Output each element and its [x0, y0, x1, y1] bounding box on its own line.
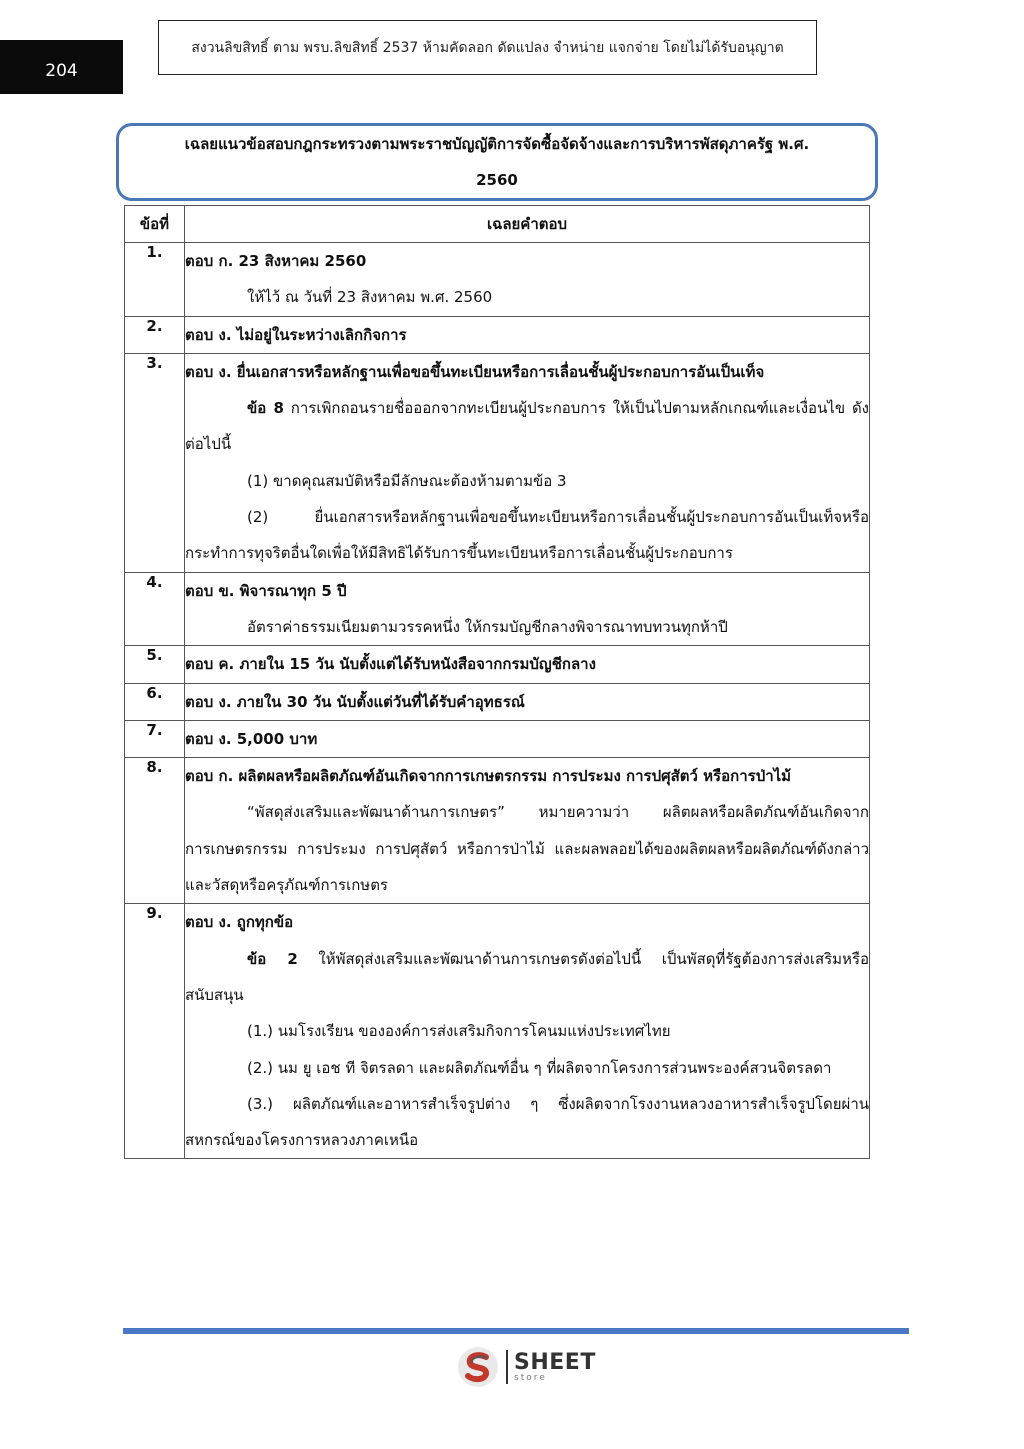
- answer-choice: ตอบ ง. ภายใน 30 วัน นับตั้งแต่วันที่ได้รับคำอุทธรณ์: [185, 692, 525, 711]
- logo-subtext: store: [514, 1372, 547, 1383]
- table-row: [125, 758, 870, 904]
- logo-text: SHEET: [514, 1349, 596, 1375]
- clause-text: การเพิกถอนรายชื่อออกจากทะเบียนผู้ประกอบการ ให้เป็นไปตามหลักเกณฑ์และเงื่อนไข ดังต่อไปนี้: [185, 399, 870, 454]
- row-answer: [185, 683, 870, 720]
- explanation-line: ให้ไว้ ณ วันที่ 23 สิงหาคม พ.ศ. 2560: [247, 288, 493, 307]
- row-answer: [185, 646, 870, 683]
- row-number: 4.: [125, 572, 185, 646]
- answer-choice: ตอบ ค. ภายใน 15 วัน นับตั้งแต่ได้รับหนังสือจากกรมบัญชีกลาง: [185, 655, 596, 674]
- table-row: [125, 243, 870, 317]
- explanation-line: (2.) นม ยู เอช ที จิตรลดา และผลิตภัณฑ์อื่น ๆ ที่ผลิตจากโครงการส่วนพระองค์สวนจิตรลดา: [247, 1058, 832, 1077]
- row-number: 1.: [125, 243, 185, 317]
- logo-separator: [506, 1350, 508, 1384]
- table-row: [125, 316, 870, 353]
- answer-choice: ตอบ ง. ถูกทุกข้อ: [185, 913, 294, 932]
- explanation-line: (2) ยื่นเอกสารหรือหลักฐานเพื่อขอขึ้นทะเบียนหรือการเลื่อนชั้นผู้ประกอบการอันเป็นเท็จหรือกระทำการทุจริตอื่นใดเพื่อให้มีสิทธิได้รับการขึ้นทะเบียนหรือการเลื่อนชั้นผู้ประกอบการ: [185, 508, 869, 563]
- sheet-store-logo: [456, 1345, 596, 1389]
- clause-label: ข้อ 8: [247, 399, 284, 418]
- row-answer: [185, 720, 870, 757]
- sheet-store-logo-icon: [456, 1345, 500, 1389]
- row-number: 2.: [125, 316, 185, 353]
- explanation-line: (1.) นมโรงเรียน ขององค์การส่งเสริมกิจการโคนมแห่งประเทศไทย: [247, 1022, 671, 1041]
- explanation-line: อัตราค่าธรรมเนียมตามวรรคหนึ่ง ให้กรมบัญชีกลางพิจารณาทบทวนทุกห้าปี: [247, 617, 728, 636]
- row-answer: [185, 353, 870, 572]
- table-row: [125, 720, 870, 757]
- explanation-clause: [185, 390, 869, 463]
- answer-choice: ตอบ ก. 23 สิงหาคม 2560: [185, 252, 367, 270]
- answer-choice: ตอบ ง. 5,000 บาท: [185, 729, 318, 748]
- answer-choice: ตอบ ง. ไม่อยู่ในระหว่างเลิกกิจการ: [185, 325, 407, 344]
- row-number: 6.: [125, 683, 185, 720]
- row-number: 9.: [125, 904, 185, 1159]
- explanation-line: (1) ขาดคุณสมบัติหรือมีลักษณะต้องห้ามตามข้อ 3: [247, 471, 567, 490]
- answer-table: [124, 205, 870, 1159]
- table-row: [125, 572, 870, 646]
- answer-choice: ตอบ ก. ผลิตผลหรือผลิตภัณฑ์อันเกิดจากการเกษตรกรรม การประมง การปศุสัตว์ หรือการป่าไม้: [185, 767, 792, 786]
- row-number: 7.: [125, 720, 185, 757]
- page-number: 204: [0, 40, 123, 94]
- title-line-2: 2560: [476, 171, 518, 189]
- answer-choice: ตอบ ง. ยื่นเอกสารหรือหลักฐานเพื่อขอขึ้นทะเบียนหรือการเลื่อนชั้นผู้ประกอบการอันเป็นเท็จ: [185, 362, 765, 381]
- header-number: ข้อที่: [125, 206, 185, 243]
- table-row: [125, 646, 870, 683]
- copyright-notice: สงวนลิขสิทธิ์ ตาม พรบ.ลิขสิทธิ์ 2537 ห้ามคัดลอก ดัดแปลง จำหน่าย แจกจ่าย โดยไม่ได้รับอนุญาต: [158, 20, 817, 75]
- row-number: 3.: [125, 353, 185, 572]
- row-answer: [185, 572, 870, 646]
- footer-divider: [123, 1328, 909, 1334]
- logo-wordmark: [514, 1349, 596, 1383]
- explanation-line: (3.) ผลิตภัณฑ์และอาหารสำเร็จรูปต่าง ๆ ซึ่งผลิตจากโรงงานหลวงอาหารสำเร็จรูปโดยผ่านสหกรณ์ของโครงการหลวงภาคเหนือ: [185, 1094, 869, 1150]
- table-row: [125, 353, 870, 572]
- clause-label: ข้อ 2: [247, 949, 298, 968]
- table-row: [125, 683, 870, 720]
- header-answer: เฉลยคำตอบ: [185, 206, 870, 243]
- row-answer: [185, 316, 870, 353]
- row-number: 5.: [125, 646, 185, 683]
- table-row: [125, 904, 870, 1159]
- table-header-row: [125, 206, 870, 243]
- clause-text: ให้พัสดุส่งเสริมและพัฒนาด้านการเกษตรดังต่อไปนี้ เป็นพัสดุที่รัฐต้องการส่งเสริมหรือสนับสนุน: [185, 949, 870, 1004]
- row-answer: [185, 243, 870, 317]
- explanation-line: “พัสดุส่งเสริมและพัฒนาด้านการเกษตร” หมายความว่า ผลิตผลหรือผลิตภัณฑ์อันเกิดจากการเกษตรกรรม การประมง การปศุสัตว์ หรือการป่าไม้ และผลพลอยได้ของผลิตผลหรือผลิตภัณฑ์ดังกล่าวและวัสดุหรือครุภัณฑ์การเกษตร: [185, 803, 869, 895]
- document-title: [116, 123, 878, 201]
- row-answer: [185, 758, 870, 904]
- answer-choice: ตอบ ข. พิจารณาทุก 5 ปี: [185, 581, 347, 600]
- explanation-clause: [185, 941, 869, 1014]
- title-line-1: เฉลยแนวข้อสอบกฎกระทรวงตามพระราชบัญญัติการจัดซื้อจัดจ้างและการบริหารพัสดุภาครัฐ พ.ศ.: [184, 135, 810, 153]
- row-answer: [185, 904, 870, 1159]
- row-number: 8.: [125, 758, 185, 904]
